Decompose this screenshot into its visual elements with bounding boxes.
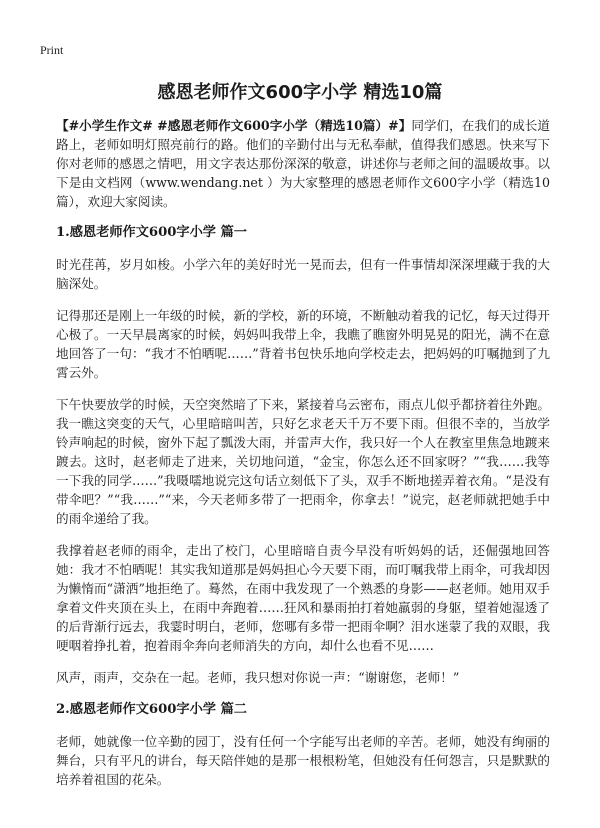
intro-paragraph bbox=[56, 116, 550, 211]
print-label: Print bbox=[40, 43, 64, 57]
document-body bbox=[56, 116, 550, 802]
section-heading: 1.感恩老师作文600字小学 篇一 bbox=[56, 225, 247, 240]
paragraph: 风声，雨声，交杂在一起。老师，我只想对你说一声：“谢谢您，老师！” bbox=[56, 670, 460, 685]
paragraph: 时光荏苒，岁月如梭。小学六年的美好时光一晃而去，但有一件事情却深深埋藏于我的大脑深处。 bbox=[56, 257, 550, 291]
intro-text: 同学们，在我们的成长道路上，老师如明灯照亮前行的路。他们的辛勤付出与无私奉献，值得我们感恩。快来写下你对老师的感恩之情吧，用文字表达那份深深的敬意，讲述你与老师之间的温暖故事。以下是由文档网（www.wendang.net ）为大家整理的感恩老师作文600字小学（精选10篇），欢迎大家阅读。 bbox=[56, 118, 550, 209]
page-title: 感恩老师作文600字小学 精选10篇 bbox=[157, 82, 443, 103]
paragraph: 记得那还是刚上一年级的时候，新的学校，新的环境，不断触动着我的记忆，每天过得开心极了。一天早晨离家的时候，妈妈叫我带上伞，我瞧了瞧窗外明晃晃的阳光，满不在意地回答了一句：“我才不怕晒呢……”背着书包快乐地向学校走去，把妈妈的叮嘱抛到了九霄云外。 bbox=[56, 308, 550, 380]
intro-tag: 【#小学生作文# #感恩老师作文600字小学（精选10篇）#】 bbox=[56, 118, 412, 133]
section-heading: 2.感恩老师作文600字小学 篇二 bbox=[56, 702, 247, 717]
paragraph: 我撑着赵老师的雨伞，走出了校门，心里暗暗自责今早没有听妈妈的话，还倔强地回答她：我才不怕晒呢！其实我知道那是妈妈担心今天要下雨，而叮嘱我带上雨伞，可我却因为懒惰而“潇洒”地拒绝了。蓦然，在雨中我发现了一个熟悉的身影——赵老师。她用双手拿着文件夹顶在头上，在雨中奔跑着……狂风和暴雨拍打着她羸弱的身躯，望着她湿透了的后背渐行远去，我霎时明白，老师，您哪有多带一把雨伞啊？泪水迷蒙了我的双眼，我哽咽着挣扎着，抱着雨伞奔向老师消失的方向，却什么也看不见…… bbox=[56, 543, 550, 653]
paragraph: 老师，她就像一位辛勤的园丁，没有任何一个字能写出老师的辛苦。老师，她没有绚丽的舞台，只有平凡的讲台，每天陪伴她的是那一根根粉笔，但她没有任何怨言，只是默默的培养着祖国的花朵。 bbox=[56, 734, 550, 787]
paragraph: 下午快要放学的时候，天空突然暗了下来，紧接着乌云密布，雨点儿似乎都挤着往外跑。我一瞧这突变的天气，心里暗暗叫苦，只好乞求老天千万不要下雨。但很不幸的，当放学铃声响起的时候，窗外下起了瓢泼大雨，并雷声大作，我只好一个人在教室里焦急地踱来踱去。这时，赵老师走了进来，关切地问道，“金宝，你怎么还不回家呀？”“我……我等一下我的同学……”我嗫嚅地说完这句话立刻低下了头，双手不断地搓弄着衣角。“是没有带伞吧？”“我……”“来，今天老师多带了一把雨伞，你拿去！”说完，赵老师就把她手中的雨伞递给了我。 bbox=[56, 397, 550, 526]
